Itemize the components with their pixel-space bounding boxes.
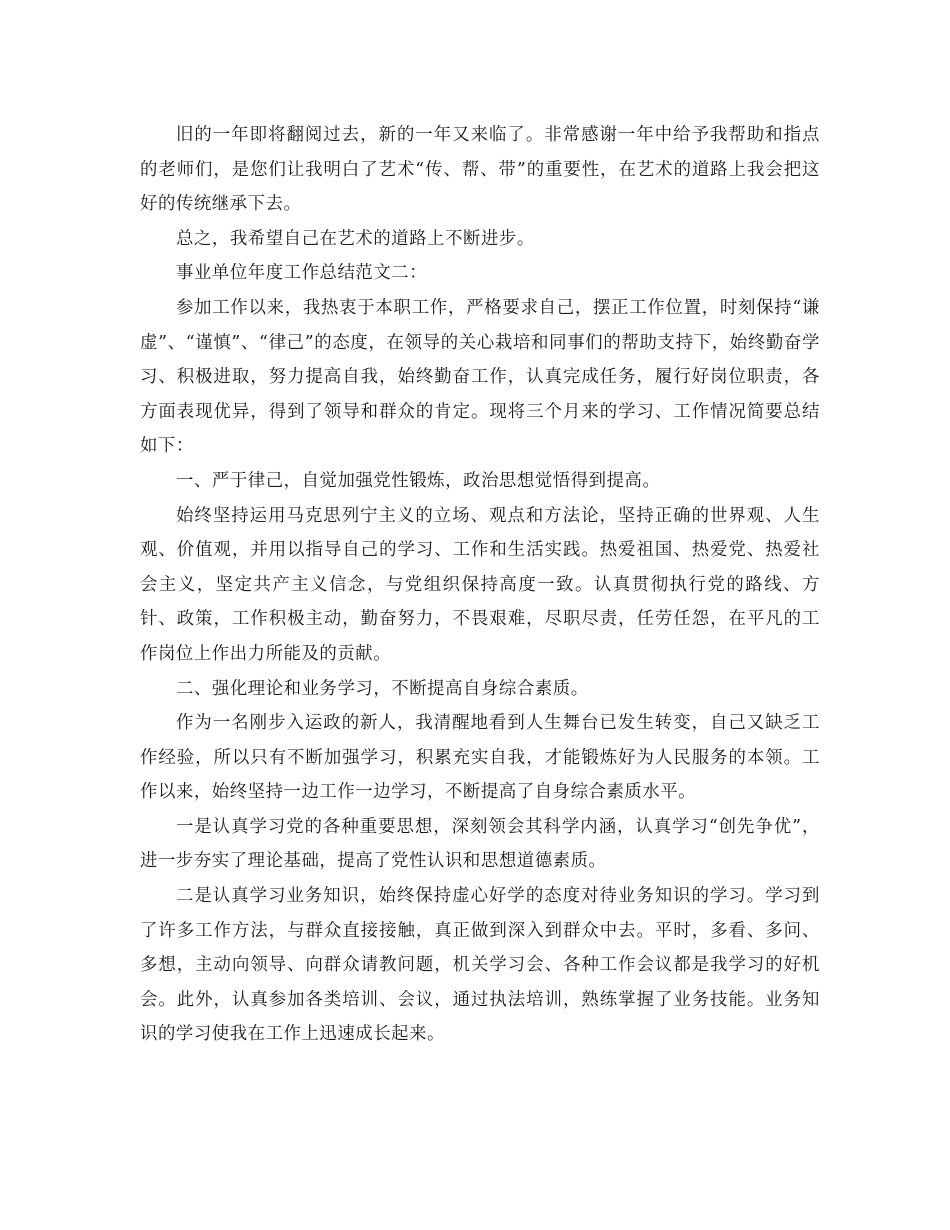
paragraph: 作为一名刚步入运政的新人，我清醒地看到人生舞台已发生转变，自己又缺乏工作经验，所以只有不断加强学习，积累充实自我，才能锻炼好为人民服务的本领。工作以来，始终坚持一边工作一边学习，不断提高了自身综合素质水平。 bbox=[140, 713, 820, 803]
document-body bbox=[140, 118, 820, 1052]
paragraph: 始终坚持运用马克思列宁主义的立场、观点和方法论，坚持正确的世界观、人生观、价值观，并用以指导自己的学习、工作和生活实践。热爱祖国、热爱党、热爱社会主义，坚定共产主义信念，与党组织保持高度一致。认真贯彻执行党的路线、方针、政策，工作积极主动，勤奋努力，不畏艰难，尽职尽责，任劳任怨，在平凡的工作岗位上作出力所能及的贡献。 bbox=[140, 505, 820, 664]
paragraph: 二是认真学习业务知识，始终保持虚心好学的态度对待业务知识的学习。学习到了许多工作方法，与群众直接接触，真正做到深入到群众中去。平时，多看、多问、多想，主动向领导、向群众请教问题，机关学习会、各种工作会议都是我学习的好机会。此外，认真参加各类培训、会议，通过执法培训，熟练掌握了业务技能。业务知识的学习使我在工作上迅速成长起来。 bbox=[140, 886, 820, 1045]
section-heading: 二、强化理论和业务学习，不断提高自身综合素质。 bbox=[176, 678, 589, 699]
paragraph: 一是认真学习党的各种重要思想，深刻领会其科学内涵，认真学习“创先争优”，进一步夯实了理论基础，提高了党性认识和思想道德素质。 bbox=[140, 816, 820, 872]
section-heading: 一、严于律己，自觉加强党性锻炼，政治思想觉悟得到提高。 bbox=[176, 470, 661, 491]
paragraph: 总之，我希望自己在艺术的道路上不断进步。 bbox=[176, 228, 535, 249]
section-heading: 事业单位年度工作总结范文二： bbox=[176, 263, 428, 284]
paragraph: 参加工作以来，我热衷于本职工作，严格要求自己，摆正工作位置，时刻保持“谦虚”、“谨慎”、“律己”的态度，在领导的关心栽培和同事们的帮助支持下，始终勤奋学习、积极进取，努力提高自我，始终勤奋工作，认真完成任务，履行好岗位职责，各方面表现优异，得到了领导和群众的肯定。现将三个月来的学习、工作情况简要总结如下： bbox=[140, 297, 820, 457]
paragraph: 旧的一年即将翻阅过去，新的一年又来临了。非常感谢一年中给予我帮助和指点的老师们，是您们让我明白了艺术“传、帮、带”的重要性，在艺术的道路上我会把这好的传统继承下去。 bbox=[140, 125, 820, 215]
